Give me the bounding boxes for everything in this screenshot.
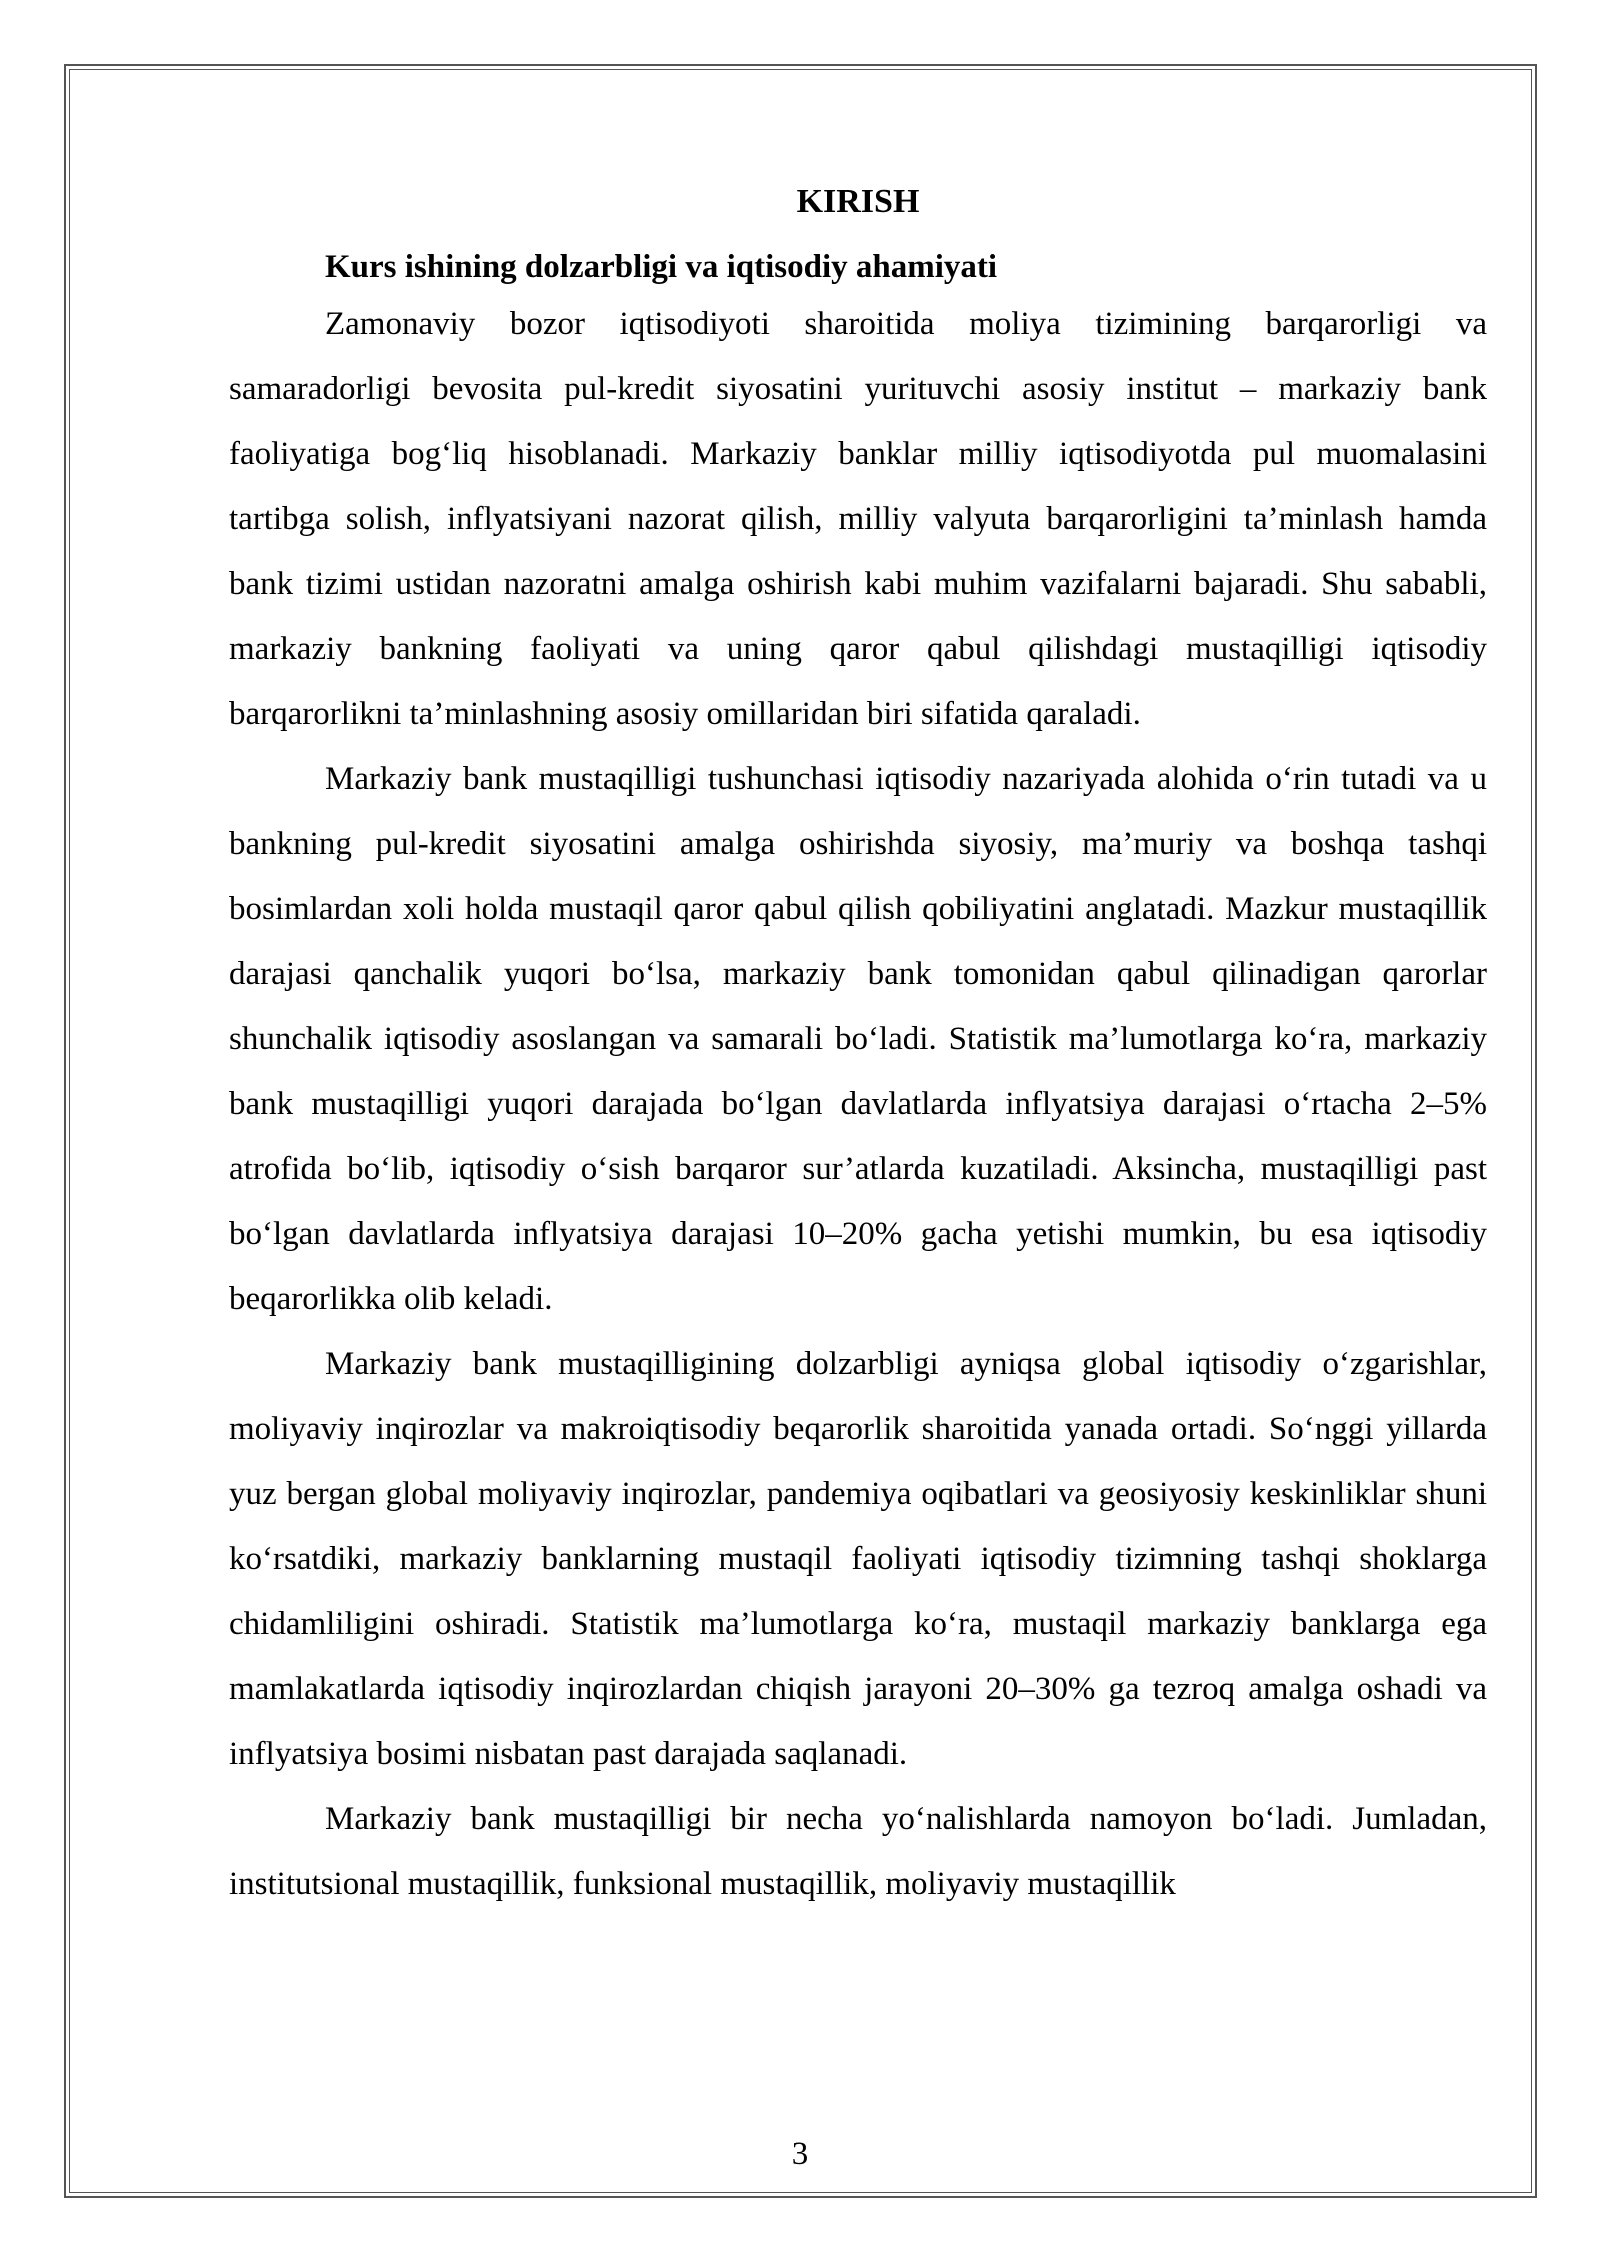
page-number: 3 (791, 2136, 809, 2172)
paragraph-3: Markaziy bank mustaqilligining dolzarbligi ayniqsa global iqtisodiy o‘zgarishlar, moliyaviy inqirozlar va makroiqtisodiy beqarorlik sharoitida yanada ortadi. So‘nggi yillarda yuz bergan global moliyaviy inqirozlar, pandemiya oqibatlari va geosiyosiy keskinliklar shuni ko‘rsatdiki, markaziy banklarning mustaqil faoliyati iqtisodiy tizimning tashqi shoklarga chidamliligini oshiradi. Statistik ma’lumotlarga ko‘ra, mustaqil markaziy banklarga ega mamlakatlarda iqtisodiy inqirozlardan chiqish jarayoni 20–30% ga tezroq amalga oshadi va inflyatsiya bosimi nisbatan past darajada saqlanadi. (229, 1346, 1487, 1772)
paragraph-2: Markaziy bank mustaqilligi tushunchasi iqtisodiy nazariyada alohida o‘rin tutadi va u bankning pul-kredit siyosatini amalga oshirishda siyosiy, ma’muriy va boshqa tashqi bosimlardan xoli holda mustaqil qaror qabul qilish qobiliyatini anglatadi. Mazkur mustaqillik darajasi qanchalik yuqori bo‘lsa, markaziy bank tomonidan qabul qilinadigan qarorlar shunchalik iqtisodiy asoslangan va samarali bo‘ladi. Statistik ma’lumotlarga ko‘ra, markaziy bank mustaqilligi yuqori darajada bo‘lgan davlatlarda inflyatsiya darajasi o‘rtacha 2–5% atrofida bo‘lib, iqtisodiy o‘sish barqaror sur’atlarda kuzatiladi. Aksincha, mustaqilligi past bo‘lgan davlatlarda inflyatsiya darajasi 10–20% gacha yetishi mumkin, bu esa iqtisodiy beqarorlikka olib keladi. (229, 761, 1487, 1317)
section-heading: KIRISH (796, 183, 920, 220)
section-subheading: Kurs ishining dolzarbligi va iqtisodiy ahamiyati (325, 249, 998, 285)
paragraph-1: Zamonaviy bozor iqtisodiyoti sharoitida moliya tizimining barqarorligi va samaradorligi bevosita pul-kredit siyosatini yurituvchi asosiy institut – markaziy bank faoliyatiga bog‘liq hisoblanadi. Markaziy banklar milliy iqtisodiyotda pul muomalasini tartibga solish, inflyatsiyani nazorat qilish, milliy valyuta barqarorligini ta’minlash hamda bank tizimi ustidan nazoratni amalga oshirish kabi muhim vazifalarni bajaradi. Shu sababli, markaziy bankning faoliyati va uning qaror qabul qilishdagi mustaqilligi iqtisodiy barqarorlikni ta’minlashning asosiy omillaridan biri sifatida qaraladi. (229, 306, 1487, 732)
paragraph-4: Markaziy bank mustaqilligi bir necha yo‘nalishlarda namoyon bo‘ladi. Jumladan, institutsional mustaqillik, funksional mustaqillik, moliyaviy mustaqillik (229, 1801, 1487, 1902)
document-body (229, 184, 1487, 1917)
